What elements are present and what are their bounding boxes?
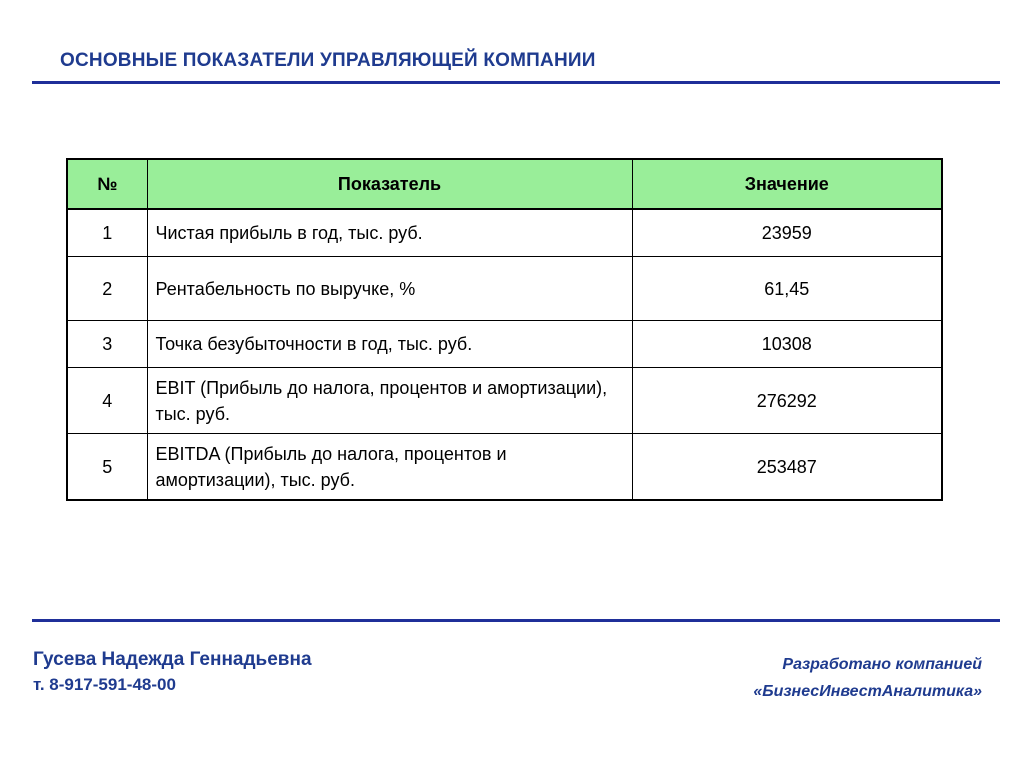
row-value: 23959 [632, 209, 942, 257]
table-row [67, 257, 942, 321]
bottom-divider [32, 619, 1000, 622]
row-indicator: EBITDA (Прибыль до налога, процентов и амортизации), тыс. руб. [147, 434, 632, 501]
column-header-value: Значение [632, 159, 942, 209]
table-row [67, 209, 942, 257]
developer-block [753, 651, 982, 705]
slide-title: ОСНОВНЫЕ ПОКАЗАТЕЛИ УПРАВЛЯЮЩЕЙ КОМПАНИИ [60, 50, 596, 71]
row-value: 10308 [632, 321, 942, 368]
author-block [33, 649, 312, 695]
row-value: 276292 [632, 368, 942, 434]
table-header-row [67, 159, 942, 209]
column-header-number: № [67, 159, 147, 209]
metrics-table [66, 158, 943, 501]
row-number: 3 [67, 321, 147, 368]
company-name: «БизнесИнвестАналитика» [753, 683, 982, 700]
row-indicator: EBIT (Прибыль до налога, процентов и амортизации), тыс. руб. [147, 368, 632, 434]
row-number: 4 [67, 368, 147, 434]
top-divider [32, 81, 1000, 84]
metrics-table-container [66, 158, 941, 501]
row-indicator: Точка безубыточности в год, тыс. руб. [147, 321, 632, 368]
author-name: Гусева Надежда Геннадьевна [33, 649, 312, 670]
row-value: 253487 [632, 434, 942, 501]
table-row [67, 321, 942, 368]
row-number: 2 [67, 257, 147, 321]
column-header-indicator: Показатель [147, 159, 632, 209]
row-indicator: Рентабельность по выручке, % [147, 257, 632, 321]
author-phone: т. 8-917-591-48-00 [33, 675, 176, 694]
table-row [67, 368, 942, 434]
row-indicator: Чистая прибыль в год, тыс. руб. [147, 209, 632, 257]
row-value: 61,45 [632, 257, 942, 321]
developed-by-text: Разработано компанией [782, 656, 982, 673]
row-number: 1 [67, 209, 147, 257]
table-row [67, 434, 942, 501]
row-number: 5 [67, 434, 147, 501]
